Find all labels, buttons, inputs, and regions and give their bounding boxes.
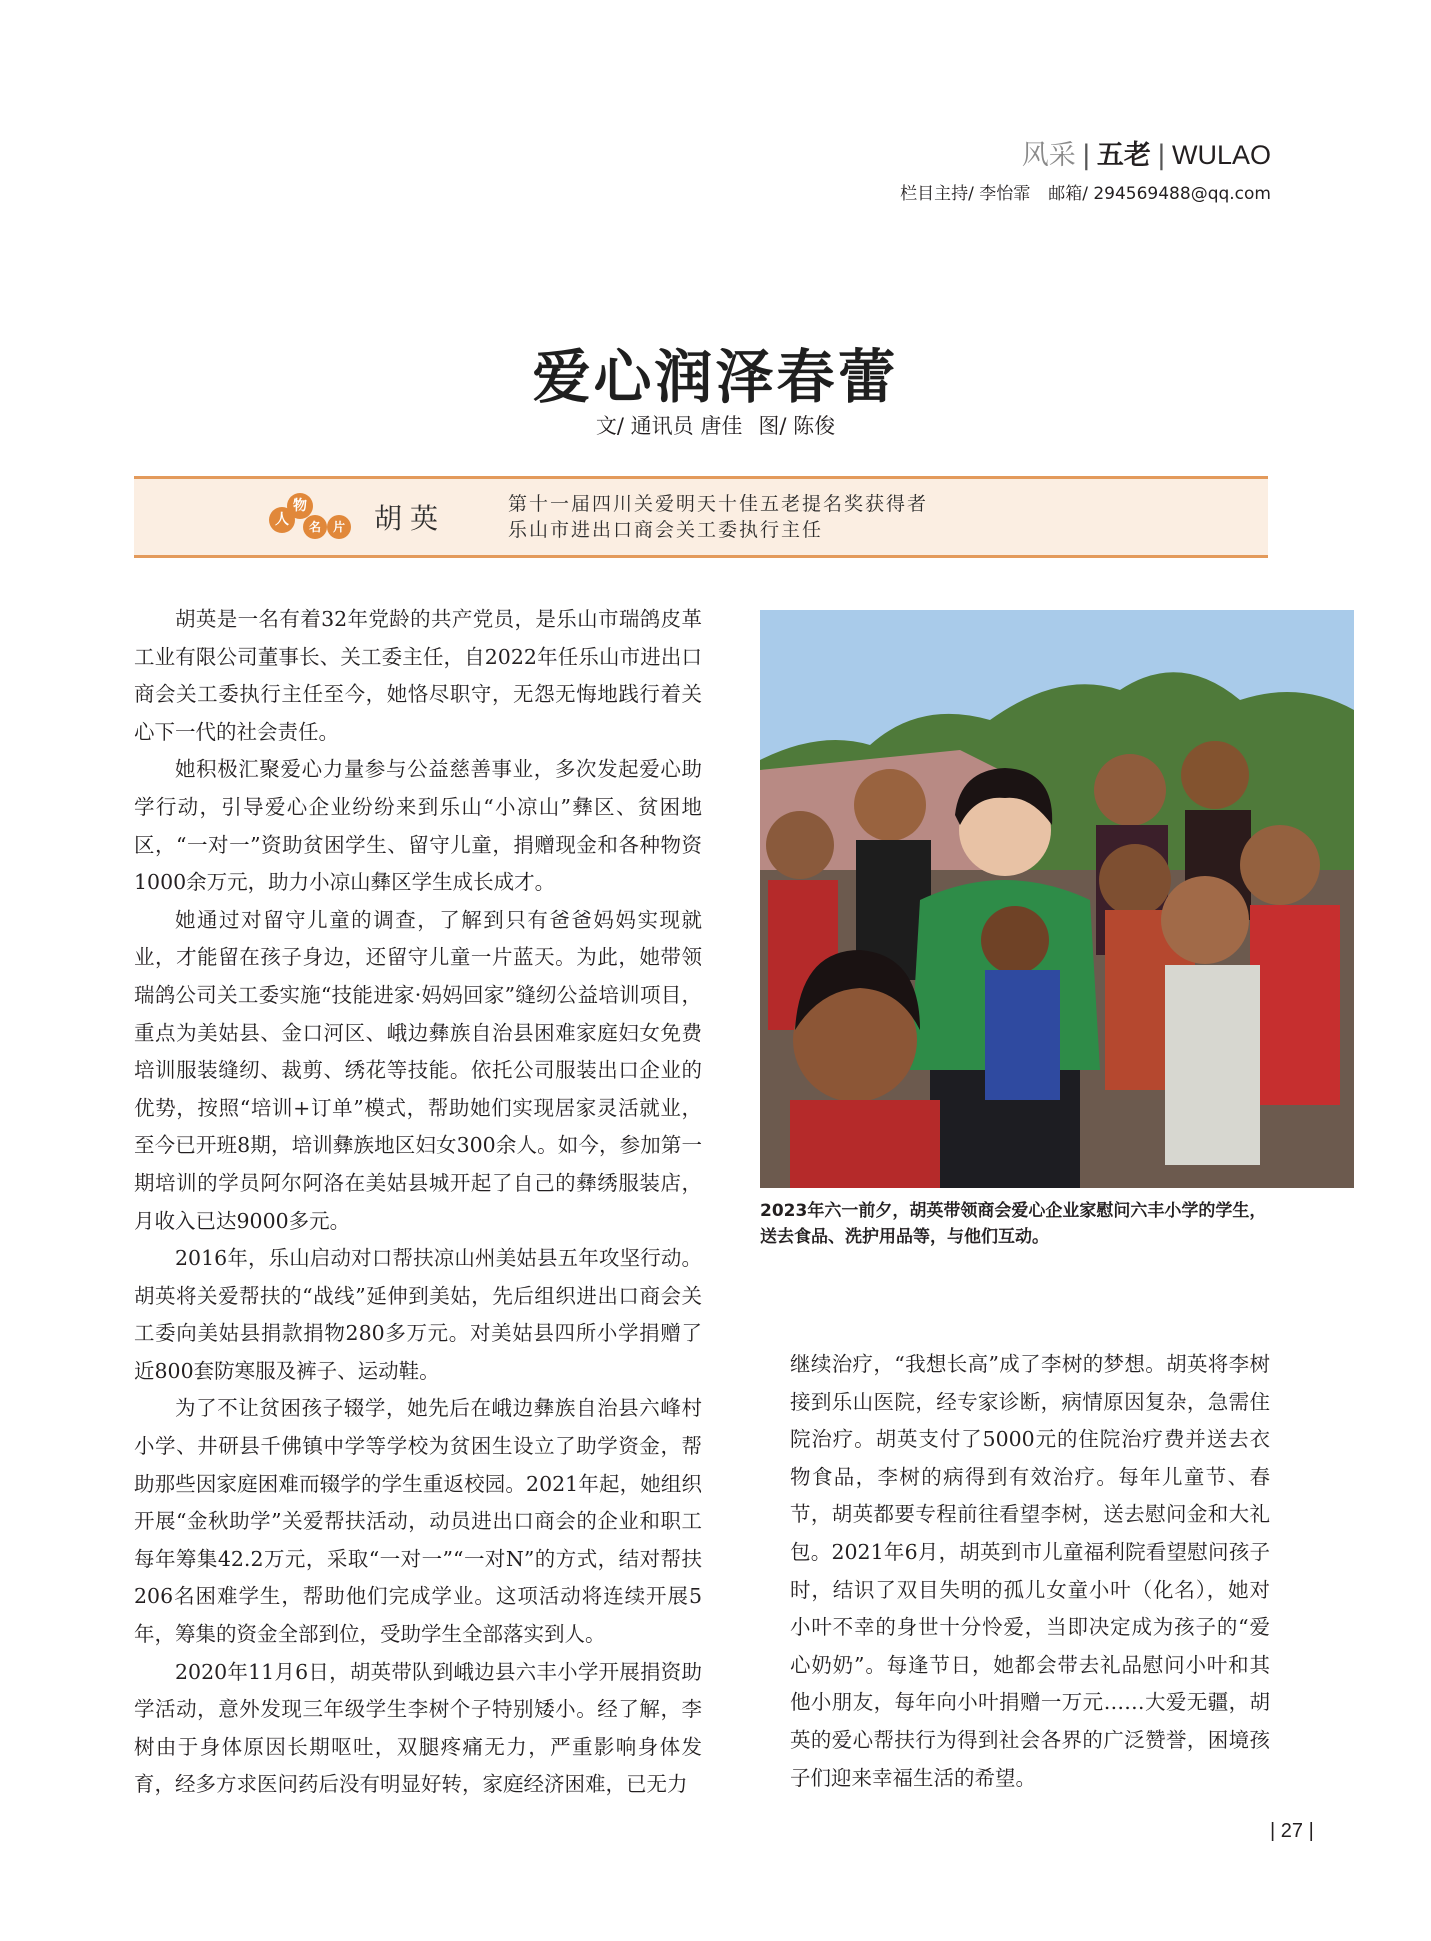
article-photo xyxy=(760,610,1354,1188)
body-paragraph: 继续治疗，“我想长高”成了李树的梦想。胡英将李树接到乐山医院，经专家诊断，病情原因复杂，急需住院治疗。胡英支付了5000元的住院治疗费并送去衣物食品，李树的病得到有效治疗。每年儿童节、春节，胡英都要专程前往看望李树，送去慰问金和大礼包。2021年6月，胡英到市儿童福利院看望慰问孩子时，结识了双目失明的孤儿女童小叶（化名），她对小叶不幸的身世十分怜爱，当即决定成为孩子的“爱心奶奶”。每逢节日，她都会带去礼品慰问小叶和其他小朋友，每年向小叶捐赠一万元……大爱无疆，胡英的爱心帮扶行为得到社会各界的广泛赞誉，困境孩子们迎来幸福生活的希望。 xyxy=(790,1352,1270,1790)
page-number-value: 27 xyxy=(1280,1820,1304,1842)
body-paragraph: 2020年11月6日，胡英带队到峨边县六丰小学开展捐资助学活动，意外发现三年级学生李树个子特别矮小。经了解，李树由于身体原因长期呕吐，双腿疼痛无力，严重影响身体发育，经多方求医问药后没有明显好转，家庭经济困难，已无力 xyxy=(134,1659,702,1797)
body-paragraph: 为了不让贫困孩子辍学，她先后在峨边彝族自治县六峰村小学、井研县千佛镇中学等学校为贫困生设立了助学资金，帮助那些因家庭困难而辍学的学生重返校园。2021年起，她组织开展“金秋助学”关爱帮扶活动，动员进出口商会的企业和职工每年筹集42.2万元，采取“一对一”“一对N”的方式，结对帮扶206名困难学生，帮助他们完成学业。这项活动将连续开展5年，筹集的资金全部到位，受助学生全部落实到人。 xyxy=(134,1396,702,1647)
body-paragraph: 胡英是一名有着32年党龄的共产党员，是乐山市瑞鸽皮革工业有限公司董事长、关工委主任，自2022年任乐山市进出口商会关工委执行主任至今，她恪尽职守，无怨无悔地践行着关心下一代的社会责任。 xyxy=(134,607,702,744)
column-title-en: WULAO xyxy=(1171,140,1271,170)
column-title: 五老 xyxy=(1096,140,1151,171)
badge-char: 片 xyxy=(327,515,351,539)
body-paragraph: 2016年，乐山启动对口帮扶凉山州美姑县五年攻坚行动。胡英将关爱帮扶的“战线”延伸到美姑，先后组织进出口商会关工委向美姑县捐款捐物280多万元。对美姑县四所小学捐赠了近800套防寒服及裤子、运动鞋。 xyxy=(134,1246,702,1383)
page-number: | 27 | xyxy=(1270,1820,1314,1842)
profile-desc-line: 第十一届四川关爱明天十佳五老提名奖获得者 xyxy=(508,493,929,515)
column-name xyxy=(900,138,1271,173)
body-column-left xyxy=(134,601,702,1804)
profile-card xyxy=(134,476,1268,558)
article-byline xyxy=(0,410,1431,440)
photo-illustration xyxy=(760,610,1354,1188)
article-title: 爱心润泽春蕾 xyxy=(532,343,899,411)
badge-char: 物 xyxy=(287,493,313,519)
column-divider: | xyxy=(1081,140,1091,171)
column-host-line xyxy=(900,179,1271,204)
column-divider: | xyxy=(1156,140,1166,171)
badge-char: 名 xyxy=(303,515,327,539)
profile-badge-icon xyxy=(269,493,345,543)
byline-photographer: 图/ 陈俊 xyxy=(758,414,836,438)
profile-desc-line: 乐山市进出口商会关工委执行主任 xyxy=(508,519,824,541)
badge-char: 人 xyxy=(269,507,295,533)
column-category: 风采 xyxy=(1021,140,1076,171)
column-header xyxy=(900,138,1271,204)
column-email: 邮箱/ 294569488@qq.com xyxy=(1048,184,1271,204)
column-host: 栏目主持/ 李怡霏 xyxy=(900,184,1031,204)
photo-caption: 2023年六一前夕，胡英带领商会爱心企业家慰问六丰小学的学生，送去食品、洗护用品等，与他们互动。 xyxy=(760,1201,1267,1247)
body-paragraph: 她积极汇聚爱心力量参与公益慈善事业，多次发起爱心助学行动，引导爱心企业纷纷来到乐山“小凉山”彝区、贫困地区，“一对一”资助贫困学生、留守儿童，捐赠现金和各种物资1000余万元，助力小凉山彝区学生成长成才。 xyxy=(134,757,702,895)
body-paragraph: 她通过对留守儿童的调查，了解到只有爸爸妈妈实现就业，才能留在孩子身边，还留守儿童一片蓝天。为此，她带领瑞鸽公司关工委实施“技能进家·妈妈回家”缝纫公益培训项目，重点为美姑县、金口河区、峨边彝族自治县困难家庭妇女免费培训服装缝纫、裁剪、绣花等技能。依托公司服装出口企业的优势，按照“培训+订单”模式，帮助她们实现居家灵活就业，至今已开班8期，培训彝族地区妇女300余人。如今，参加第一期培训的学员阿尔阿洛在美姑县城开起了自己的彝绣服装店，月收入已达9000多元。 xyxy=(134,907,702,1233)
body-column-right xyxy=(790,1346,1270,1797)
profile-description xyxy=(508,491,928,543)
byline-author: 文/ 通讯员 唐佳 xyxy=(595,414,743,438)
profile-name: 胡英 xyxy=(374,502,447,535)
